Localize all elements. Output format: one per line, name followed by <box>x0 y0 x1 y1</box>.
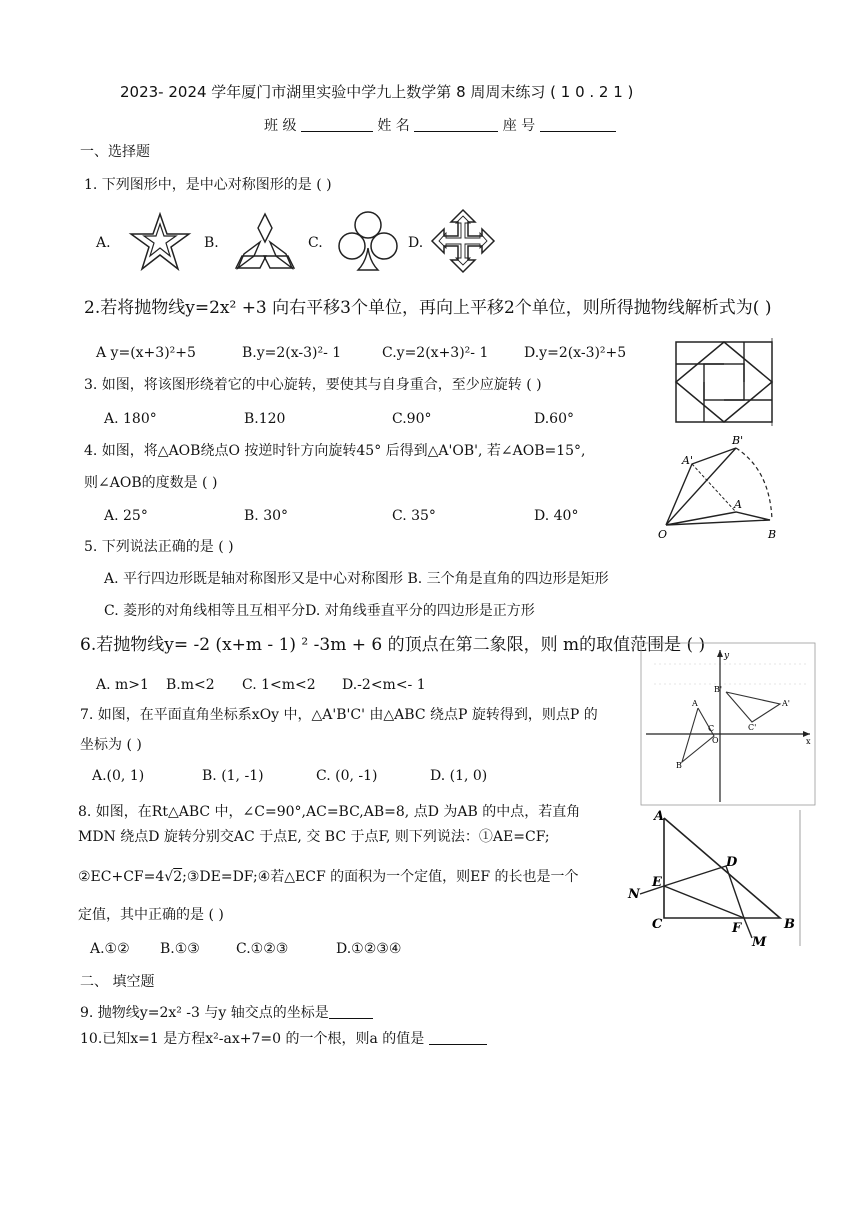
question-3-stem: 3. 如图，将该图形绕着它的中心旋转，要使其与自身重合，至少应旋转 ( ) <box>84 377 542 393</box>
question-10-stem: 10.已知x=1 是方程x²-ax+7=0 的一个根，则a 的值是 <box>80 1031 429 1047</box>
fig7-label-a: A <box>692 699 698 708</box>
fig7-label-b: B <box>676 761 682 770</box>
q2-option-d: D.y=2(x-3)²+5 <box>524 345 627 361</box>
fig4-label-a: A <box>734 498 742 511</box>
question-4-stem-line1: 4. 如图，将△AOB绕点O 按逆时针方向旋转45° 后得到△A'OB', 若∠AOB=15°, <box>84 443 586 459</box>
seat-label: 座 号 <box>502 118 536 134</box>
sqrt-symbol: √2 <box>164 869 183 885</box>
q3-option-b: B.120 <box>244 411 286 427</box>
q7-option-b: B. (1, -1) <box>202 768 264 784</box>
q2-option-b: B.y=2(x-3)²- 1 <box>242 345 342 361</box>
q8-option-c: C.①②③ <box>236 941 289 957</box>
fig8-label-m: M <box>752 935 767 950</box>
rotation-triangle-figure <box>652 430 786 542</box>
question-4-stem-line2: 则∠AOB的度数是 ( ) <box>84 475 218 491</box>
fig4-label-o: O <box>658 528 668 541</box>
q8-option-a: A.①② <box>90 941 130 957</box>
fig7-label-b-prime: B' <box>714 685 723 694</box>
name-field[interactable] <box>414 117 498 132</box>
name-label: 姓 名 <box>377 118 410 134</box>
q8-option-b: B.①③ <box>160 941 200 957</box>
fig7-label-x: x <box>806 737 811 746</box>
q4-option-a: A. 25° <box>104 508 148 524</box>
q3-option-a: A. 180° <box>104 411 157 427</box>
q4-option-d: D. 40° <box>534 508 579 524</box>
fig7-label-c-prime: C' <box>748 723 757 732</box>
q1-option-b-label: B. <box>204 235 219 251</box>
fig4-label-b-prime: B' <box>732 434 744 447</box>
question-1-stem: 1. 下列图形中，是中心对称图形的是 ( ) <box>84 177 332 193</box>
fig4-label-a-prime: A' <box>682 454 693 467</box>
coordinate-rotation-figure <box>640 642 816 806</box>
pinwheel-square-figure <box>668 336 778 428</box>
question-7-stem-line2: 坐标为 ( ) <box>80 737 142 753</box>
q6-option-b: B.m<2 <box>166 677 215 693</box>
q6-option-d: D.-2<m<- 1 <box>342 677 426 693</box>
mitsubishi-figure-icon <box>232 212 298 272</box>
right-triangle-figure <box>620 806 806 950</box>
page-title: 2023- 2024 学年厦门市湖里实验中学九上数学第 8 周周末练习 ( 1 0 . 2 1 ) <box>120 83 634 101</box>
q7-option-d: D. (1, 0) <box>430 768 488 784</box>
q4-option-b: B. 30° <box>244 508 289 524</box>
q6-option-c: C. 1<m<2 <box>242 677 316 693</box>
q4-option-c: C. 35° <box>392 508 436 524</box>
section-heading-fill: 二、 填空题 <box>80 974 155 990</box>
q5-options-line2: C. 菱形的对角线相等且互相平分D. 对角线垂直平分的四边形是正方形 <box>104 603 535 619</box>
fig8-label-n: N <box>628 887 640 902</box>
fig7-label-c: C <box>708 724 715 733</box>
q1-option-c-label: C. <box>308 235 323 251</box>
q1-option-d-label: D. <box>408 235 424 251</box>
seat-field[interactable] <box>540 117 616 132</box>
fig8-label-b: B <box>784 917 795 932</box>
question-8-stem-line1: 8. 如图，在Rt△ABC 中，∠C=90°,AC=BC,AB=8, 点D 为AB 的中点，若直角 <box>78 804 581 820</box>
club-figure-icon <box>336 208 400 274</box>
q5-options-line1: A. 平行四边形既是轴对称图形又是中心对称图形 B. 三个角是直角的四边形是矩形 <box>104 571 609 587</box>
sqrt-radicand: 2 <box>173 869 183 885</box>
fig8-label-f: F <box>732 921 742 936</box>
q9-answer-blank[interactable] <box>329 1004 373 1019</box>
q10-answer-blank[interactable] <box>429 1030 487 1045</box>
question-8-stem-line2: MDN 绕点D 旋转分别交AC 于点E, 交 BC 于点F, 则下列说法：①AE=CF; <box>78 829 550 845</box>
question-8-stem-line4: 定值，其中正确的是 ( ) <box>78 907 224 923</box>
fig7-label-o: O <box>712 736 719 745</box>
q6-option-a: A. m>1 <box>96 677 149 693</box>
class-field[interactable] <box>301 117 373 132</box>
q3-option-d: D.60° <box>534 411 574 427</box>
q8-option-d: D.①②③④ <box>336 941 402 957</box>
four-arrows-figure-icon <box>430 208 496 274</box>
question-6-stem: 6.若抛物线y= -2 (x+m - 1) ² -3m + 6 的顶点在第二象限，则 m的取值范围是 ( ) <box>80 635 706 655</box>
question-5-stem: 5. 下列说法正确的是 ( ) <box>84 539 234 555</box>
q8-line3-part2: ;③DE=DF;④若△ECF 的面积为一个定值，则EF 的长也是一个 <box>182 869 579 885</box>
q3-option-c: C.90° <box>392 411 432 427</box>
fig8-label-c: C <box>652 917 663 932</box>
student-info-line <box>264 117 616 135</box>
question-2-stem: 2.若将抛物线y=2x² +3 向右平移3个单位，再向上平移2个单位，则所得抛物线解析式为( ) <box>84 298 772 318</box>
q2-option-c: C.y=2(x+3)²- 1 <box>382 345 489 361</box>
fig7-label-a-prime: A' <box>782 699 790 708</box>
class-label: 班 级 <box>264 118 297 134</box>
q8-line3-part1: ②EC+CF=4 <box>78 869 165 885</box>
question-9-stem: 9. 抛物线y=2x² -3 与y 轴交点的坐标是 <box>80 1005 329 1021</box>
fig8-label-d: D <box>726 855 738 870</box>
fig7-label-y: y <box>724 651 730 661</box>
q2-option-a: A y=(x+3)²+5 <box>96 345 196 361</box>
fig8-label-e: E <box>652 875 662 890</box>
question-8-stem-line3 <box>78 868 579 886</box>
question-10-line <box>80 1030 487 1048</box>
q7-option-c: C. (0, -1) <box>316 768 378 784</box>
star-figure-icon <box>128 212 192 272</box>
question-9-line <box>80 1004 373 1022</box>
question-7-stem-line1: 7. 如图，在平面直角坐标系xOy 中，△A'B'C' 由△ABC 绕点P 旋转得到，则点P 的 <box>80 707 598 723</box>
q7-option-a: A.(0, 1) <box>92 768 145 784</box>
fig8-label-a: A <box>654 809 665 824</box>
fig4-label-b: B <box>768 528 777 541</box>
section-heading-choice: 一、选择题 <box>80 144 150 160</box>
q1-option-a-label: A. <box>96 235 111 251</box>
